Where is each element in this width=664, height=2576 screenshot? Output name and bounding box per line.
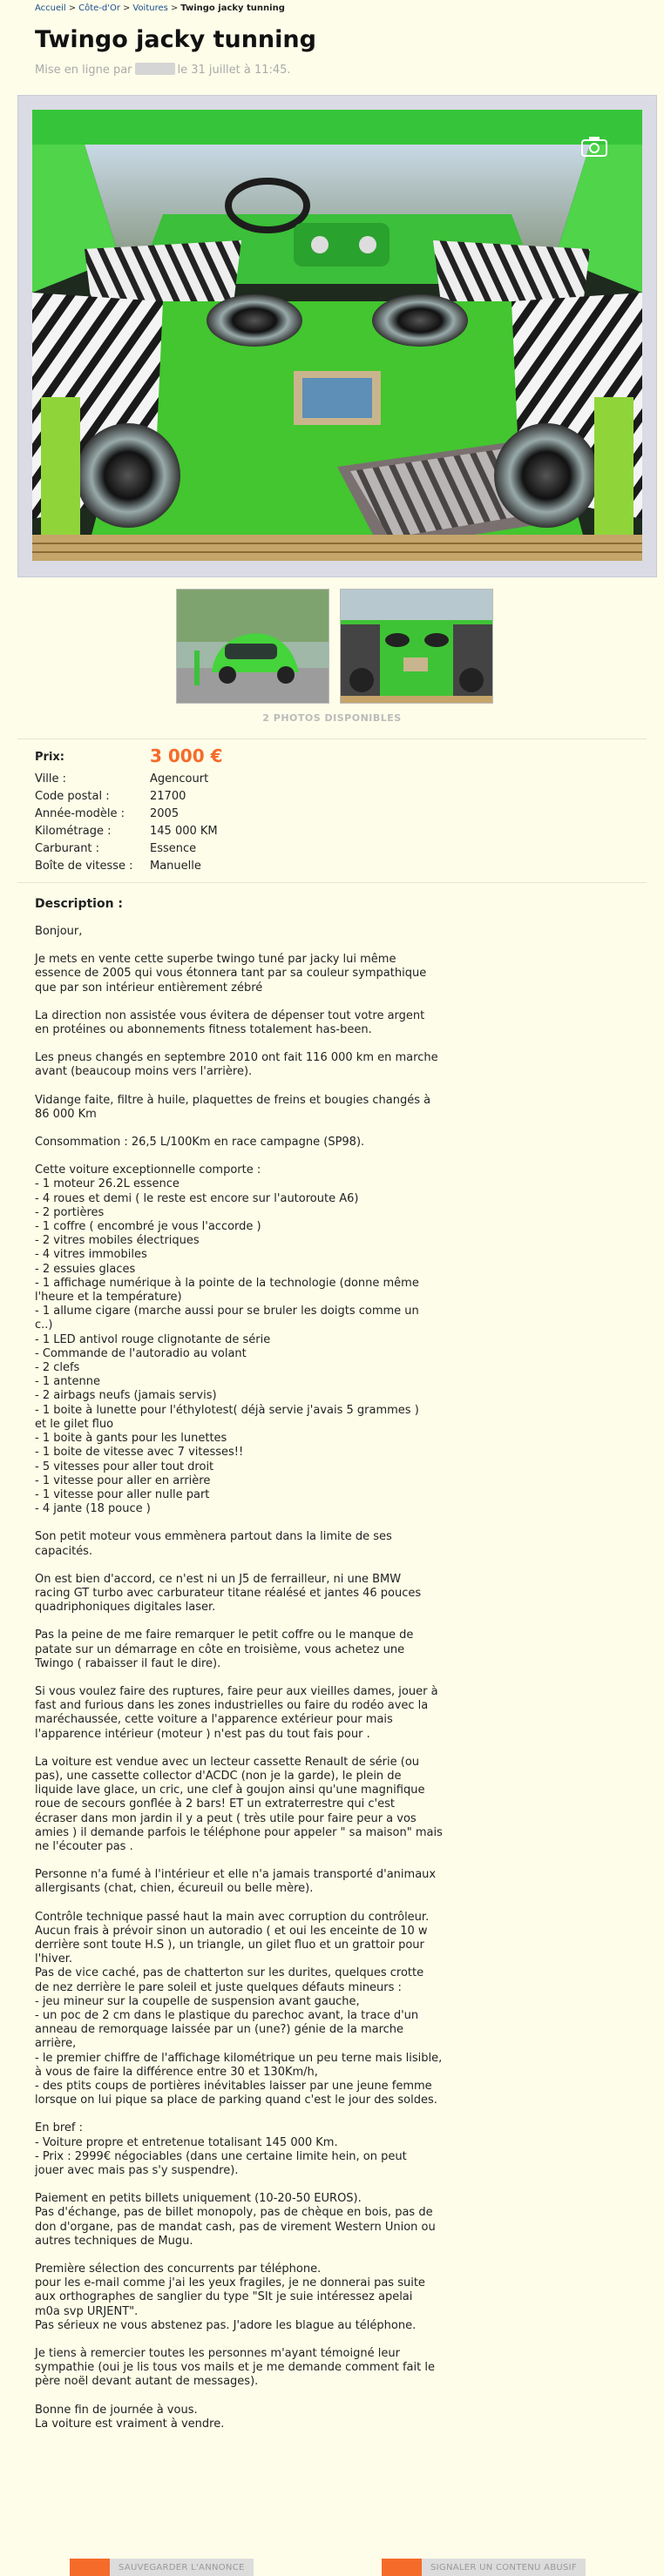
description-line: en protéines ou abonnements fitness totalement has-been.: [35, 1023, 372, 1037]
spec-value: Essence: [150, 842, 197, 855]
description-line: Pas de vice caché, pas de chatterton sur les durites, quelques crotte: [35, 1966, 424, 1980]
breadcrumb: [35, 3, 285, 13]
price-label: Prix:: [35, 751, 64, 764]
breadcrumb-current: Twingo jacky tunning: [180, 3, 285, 13]
description-line: autres techniques de Mugu.: [35, 2234, 193, 2248]
spec-label: Kilométrage :: [35, 825, 112, 838]
description-line: derrière sont toute H.S ), un triangle, un gilet fluo et un grattoir pour: [35, 1938, 424, 1952]
spec-label: Boîte de vitesse :: [35, 860, 133, 873]
description-line: Contrôle technique passé haut la main avec corruption du contrôleur.: [35, 1910, 430, 1924]
description-line: - 1 vitesse pour aller nulle part: [35, 1487, 210, 1501]
description-line: l'heure et la température): [35, 1291, 182, 1305]
price-value: 3 000 €: [150, 745, 223, 766]
description-line: - 1 antenne: [35, 1375, 101, 1389]
warning-icon: [382, 2559, 422, 2576]
description-line: - 4 roues et demi ( le reste est encore sur l'autoroute A6): [35, 1191, 359, 1205]
description-line: - 1 boite à lunette pour l'éthylotest( déjà servie j'avais 5 grammes ): [35, 1403, 419, 1417]
description-line: l'apparence intérieur (moteur ) n'est pas du tout fais pour .: [35, 1727, 370, 1741]
description-line: 86 000 Km: [35, 1107, 97, 1121]
description-line: La voiture est vraiment à vendre.: [35, 2417, 225, 2431]
description-paragraph: [35, 1629, 453, 1671]
description-line: Première sélection des concurrents par téléphone.: [35, 2262, 322, 2276]
description-line: - 1 LED antivol rouge clignotante de série: [35, 1332, 271, 1346]
spec-label: Carburant :: [35, 842, 100, 855]
description-line: sympathie (oui je lis tous vos mails et je me demande comment fait le: [35, 2361, 435, 2375]
seller-name-redacted: [135, 63, 175, 75]
spec-value: 21700: [150, 790, 186, 803]
breadcrumb-category[interactable]: Voitures: [132, 3, 168, 13]
description-line: - 1 affichage numérique à la pointe de la technologie (donne même: [35, 1276, 419, 1290]
description-line: avant (beaucoup moins vers l'arrière).: [35, 1065, 253, 1079]
description-paragraph: [35, 1051, 453, 1079]
posted-date: le 31 juillet à 11:45.: [177, 64, 291, 77]
spec-value: Agencourt: [150, 772, 209, 786]
description-line: Je mets en vente cette superbe twingo tuné par jacky lui même: [35, 953, 396, 967]
main-photo[interactable]: [32, 110, 642, 561]
description-line: essence de 2005 qui vous étonnera tant par sa couleur sympathique: [35, 967, 427, 981]
camera-icon: [581, 136, 607, 157]
description-paragraph: [35, 1094, 453, 1122]
description-paragraph: [35, 1163, 453, 1516]
description-line: pas), une cassette collector d'ACDC (non je la garde), le plein de: [35, 1769, 402, 1783]
description-paragraph: [35, 953, 453, 995]
description-paragraph: [35, 1573, 453, 1615]
description-line: - des ptits coups de portières inévitables laisser par une jeune femme: [35, 2080, 432, 2094]
car-interior-thumbnail: [341, 590, 492, 703]
save-ad-button[interactable]: [70, 2559, 254, 2576]
breadcrumb-separator: >: [170, 3, 179, 13]
photos-count: 2 PHOTOS DISPONIBLES: [262, 712, 402, 724]
spec-label: Ville :: [35, 772, 66, 786]
description-line: En bref :: [35, 2121, 83, 2135]
spec-label: Code postal :: [35, 790, 110, 803]
description-line: Pas d'échange, pas de billet monopoly, pas de chèque en bois, pas de: [35, 2206, 433, 2220]
spec-value: 2005: [150, 807, 180, 820]
description-line: à vous de faire la différence entre 30 et 130Km/h,: [35, 2065, 318, 2079]
description-line: fast and furious dans les zones industrielles ou faire du rodéo avec la: [35, 1699, 429, 1713]
description-paragraph: [35, 1756, 453, 1854]
description-line: lorsque on lui pique sa place de parking quand c'est le jour des soldes.: [35, 2094, 437, 2107]
description-paragraph: [35, 1530, 453, 1558]
description-line: Vidange faite, filtre à huile, plaquettes de freins et bougies changés à: [35, 1093, 431, 1107]
description-line: - 4 jante (18 pouce ): [35, 1502, 151, 1516]
description-line: On est bien d'accord, ce n'est ni un J5 de ferrailleur, ni une BMW: [35, 1572, 402, 1586]
posted-prefix: Mise en ligne par: [35, 64, 132, 77]
description-paragraph: [35, 1868, 453, 1896]
description-line: père noël devant autant de messages).: [35, 2375, 259, 2389]
description-line: que par son intérieur entièrement zébré: [35, 981, 263, 995]
description-line: - 2 clefs: [35, 1361, 80, 1375]
description-line: Aucun frais à prévoir sinon un autoradio ( et oui les enceinte de 10 w: [35, 1924, 428, 1938]
description-line: roue de secours gonflée à 2 bars! ET un extraterrestre qui c'est: [35, 1797, 395, 1811]
description-line: Pas sérieux ne vous abstenez pas. J'adore les blague au téléphone.: [35, 2318, 417, 2332]
photo-thumbnail-2[interactable]: [340, 589, 493, 704]
breadcrumb-region[interactable]: Côte-d'Or: [78, 3, 120, 13]
description-line: maréchaussée, cette voiture a l'apparence extérieur pour mais: [35, 1713, 393, 1727]
description-line: - Commande de l'autoradio au volant: [35, 1346, 247, 1360]
description-line: capacités.: [35, 1544, 93, 1558]
description-body: [35, 925, 453, 2445]
description-line: écraser dans mon jardin il y a peut ( très utile pour faire peur a vos: [35, 1811, 417, 1825]
description-line: Twingo ( rabaisser il faut le dire).: [35, 1656, 221, 1670]
description-line: quadriphoniques digitales laser.: [35, 1601, 216, 1615]
description-paragraph: [35, 1136, 453, 1150]
description-line: - 1 vitesse pour aller en arrière: [35, 1473, 211, 1487]
spec-value: 145 000 KM: [150, 825, 218, 838]
description-line: - 2 portières: [35, 1205, 105, 1219]
description-line: de nez derrière le pare soleil et juste quelques défauts mineurs :: [35, 1980, 402, 1994]
description-line: amies ) il demande parfois le téléphone pour appeler " sa maison" mais: [35, 1825, 443, 1839]
description-line: - 1 moteur 26.2L essence: [35, 1177, 180, 1191]
main-photo-frame: [17, 95, 657, 577]
description-line: La direction non assistée vous évitera de dépenser tout votre argent: [35, 1008, 425, 1022]
description-line: don d'organe, pas de mandat cash, pas de virement Western Union ou: [35, 2220, 436, 2234]
footer-actions: [0, 2559, 664, 2576]
description-line: Pas la peine de me faire remarquer le petit coffre ou le manque de: [35, 1629, 414, 1642]
description-line: - 2 vitres mobiles électriques: [35, 1234, 200, 1248]
divider: [17, 738, 647, 739]
description-line: - 2 essuies glaces: [35, 1262, 136, 1276]
description-line: patate sur un démarrage en côte en troisième, vous achetez une: [35, 1642, 405, 1656]
description-line: anneau de remorquage laissée par un (une?) génie de la marche: [35, 2023, 404, 2037]
description-line: allergisants (chat, chien, écureuil ou belle mère).: [35, 1882, 314, 1896]
description-line: Les pneus changés en septembre 2010 ont fait 116 000 km en marche: [35, 1051, 438, 1065]
description-line: Si vous voulez faire des ruptures, faire peur aux vieilles dames, jouer à: [35, 1684, 438, 1698]
spec-label: Année-modèle :: [35, 807, 125, 820]
description-paragraph: [35, 1911, 453, 2108]
description-line: - Voiture propre et entretenue totalisant 145 000 Km.: [35, 2135, 338, 2149]
description-line: l'hiver.: [35, 1952, 73, 1966]
page-title: Twingo jacky tunning: [35, 26, 316, 53]
description-paragraph: [35, 2404, 453, 2431]
description-line: m0a svp URJENT".: [35, 2304, 139, 2318]
description-line: Cette voiture exceptionnelle comporte :: [35, 1163, 261, 1177]
description-line: - le premier chiffre de l'affichage kilométrique un peu terne mais lisible,: [35, 2051, 443, 2065]
description-line: La voiture est vendue avec un lecteur cassette Renault de série (ou: [35, 1755, 420, 1769]
description-line: aux orthographes de sanglier du type "SIt je suie intéressez apelai: [35, 2290, 413, 2304]
description-line: - 1 coffre ( encombré je vous l'accorde ): [35, 1220, 261, 1234]
description-paragraph: [35, 2192, 453, 2249]
description-line: et le gilet fluo: [35, 1417, 114, 1431]
description-line: Bonjour,: [35, 925, 83, 938]
car-interior-illustration: [32, 110, 642, 561]
description-line: - 4 vitres immobiles: [35, 1248, 147, 1262]
breadcrumb-home[interactable]: Accueil: [35, 3, 66, 13]
report-abuse-label: SIGNALER UN CONTENU ABUSIF: [422, 2559, 586, 2576]
description-line: - 1 boite à gants pour les lunettes: [35, 1432, 227, 1446]
description-line: arrière,: [35, 2037, 77, 2051]
description-paragraph: [35, 1009, 453, 1037]
photo-thumbnail-1[interactable]: [176, 589, 329, 704]
description-line: Paiement en petits billets uniquement (10-20-50 EUROS).: [35, 2192, 362, 2206]
description-line: liquide lave glace, un cric, une clef à goujon ainsi qu'une magnifique: [35, 1784, 425, 1797]
description-title: Description :: [35, 897, 124, 911]
description-line: - 5 vitesses pour aller tout droit: [35, 1460, 214, 1473]
breadcrumb-separator: >: [122, 3, 131, 13]
description-line: - 1 allume cigare (marche aussi pour se bruler les doigts comme un: [35, 1305, 419, 1318]
description-paragraph: [35, 2347, 453, 2390]
description-line: - 2 airbags neufs (jamais servis): [35, 1389, 217, 1403]
description-line: Bonne fin de journée à vous.: [35, 2403, 198, 2417]
divider: [17, 882, 647, 883]
star-icon: [70, 2559, 110, 2576]
description-paragraph: [35, 1685, 453, 1742]
posted-info: [35, 63, 291, 77]
report-abuse-button[interactable]: [382, 2559, 586, 2576]
description-line: jouer avec mais pas s'y suspendre).: [35, 2164, 239, 2178]
description-line: Son petit moteur vous emmènera partout dans la limite de ses: [35, 1530, 392, 1544]
description-line: - jeu mineur sur la coupelle de suspension avant gauche,: [35, 1994, 360, 2008]
breadcrumb-separator: >: [68, 3, 77, 13]
description-paragraph: [35, 925, 453, 939]
save-ad-label: SAUVEGARDER L'ANNONCE: [110, 2559, 254, 2576]
car-exterior-thumbnail: [177, 590, 329, 703]
description-line: c..): [35, 1318, 53, 1332]
spec-value: Manuelle: [150, 860, 201, 873]
description-line: racing GT turbo avec carburateur titane réalésé et jantes 46 pouces: [35, 1586, 422, 1600]
description-line: - un poc de 2 cm dans le plastique du parechoc avant, la trace d'un: [35, 2009, 419, 2022]
description-line: - 1 boite de vitesse avec 7 vitesses!!: [35, 1446, 244, 1460]
description-line: pour les e-mail comme j'ai les yeux fragiles, je ne donnerai pas suite: [35, 2276, 425, 2290]
description-paragraph: [35, 2262, 453, 2333]
description-line: Je tiens à remercier toutes les personnes m'ayant témoigné leur: [35, 2347, 400, 2361]
description-line: - Prix : 2999€ négociables (dans une certaine limite hein, on peut: [35, 2149, 407, 2163]
description-paragraph: [35, 2121, 453, 2178]
description-line: Personne n'a fumé à l'intérieur et elle n'a jamais transporté d'animaux: [35, 1868, 437, 1882]
description-line: Consommation : 26,5 L/100Km en race campagne (SP98).: [35, 1136, 365, 1150]
description-line: ne l'écouter pas .: [35, 1839, 133, 1853]
